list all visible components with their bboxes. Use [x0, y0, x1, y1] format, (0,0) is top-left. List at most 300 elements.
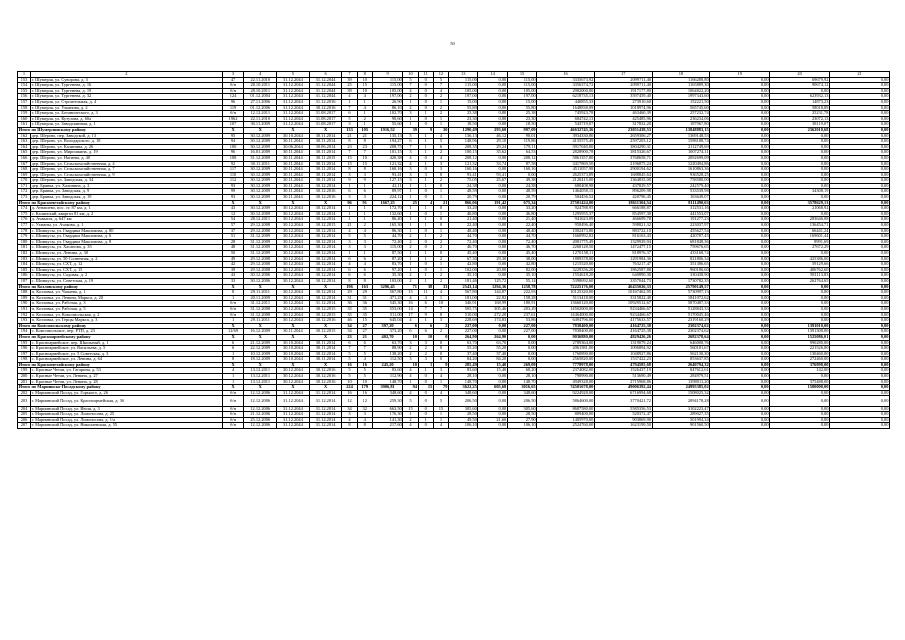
table-cell: 30.12.2009 [244, 195, 277, 201]
table-cell: 1525086,01 [770, 334, 830, 340]
table-cell: 0,00 [830, 396, 890, 406]
table-cell: 30.12.2044 [277, 217, 310, 223]
table-cell: 203,29 [507, 306, 536, 312]
table-cell: 31.12.2044 [277, 116, 310, 122]
table-cell: 330438,90 [652, 273, 710, 279]
table-cell: 0,00 [478, 323, 507, 329]
table-cell: 1 [418, 251, 433, 257]
table-cell: 0,00 [710, 362, 770, 368]
table-cell: 15,40 [478, 362, 507, 368]
table-cell: 194 [18, 329, 31, 335]
table-cell: 0,00 [710, 357, 770, 363]
table-cell: 91 [357, 200, 372, 206]
table-cell: 200 [18, 374, 31, 380]
table-cell: 84,20 [478, 357, 507, 363]
table-cell: X [244, 385, 277, 391]
table-cell: 0,00 [770, 412, 830, 418]
table-cell: 821806,34 [652, 256, 710, 262]
column-number-cell: 18 [652, 72, 710, 78]
table-cell: 12.12.2011 [244, 111, 277, 117]
table-cell: г. Мариинский Посад, ул. Николаевская, д. 55 [31, 423, 223, 429]
table-cell: 191277,23 [652, 217, 710, 223]
table-cell: 510,00 [449, 312, 478, 318]
table-cell: 4164725,38 [594, 329, 652, 335]
table-cell: Итого по Мариинско-Посадскому району [18, 385, 223, 391]
table-cell: 3 [403, 340, 418, 346]
table-cell: б/н [222, 83, 244, 89]
table-cell: 1165889,30 [652, 83, 710, 89]
table-cell: 16.12.2009 [244, 329, 277, 335]
table-cell: 3 [403, 357, 418, 363]
table-cell: 34 [342, 329, 357, 335]
table-cell: 1 [403, 223, 418, 229]
table-cell: 1526437,19 [594, 368, 652, 374]
table-cell: 1405970,00 [537, 417, 595, 423]
table-cell: 0,00 [710, 334, 770, 340]
table-cell: 5917040,00 [537, 144, 595, 150]
table-cell: 30.12.2016 [309, 189, 342, 195]
table-cell: 2 [433, 234, 448, 240]
table-cell: 0 [418, 195, 433, 201]
table-cell: 0,00 [770, 133, 830, 139]
table-cell: 4 [342, 228, 357, 234]
table-cell: 505,75 [449, 306, 478, 312]
table-cell: 0 [418, 99, 433, 105]
table-cell: 27 [357, 329, 372, 335]
table-cell: 4164725,38 [594, 323, 652, 329]
table-cell: 816163,43 [594, 234, 652, 240]
table-cell: с. Красноармейское, пер. Школьный, д. 1 [31, 340, 223, 346]
table-cell: Итого по Красночетайскому району [18, 200, 223, 206]
table-cell: 148,96 [449, 139, 478, 145]
table-cell: 72,40 [449, 239, 478, 245]
table-cell: с. Красные Четаи, ул. Ленина, д. 27 [31, 374, 223, 380]
table-cell: с. Красные Четаи, ул. Гагарина, д. 53 [31, 368, 223, 374]
table-cell: 0,00 [710, 379, 770, 385]
table-cell: 312531,16 [652, 206, 710, 212]
table-cell: 31.12.2044 [277, 412, 310, 418]
table-cell: 31.12.2044 [277, 417, 310, 423]
table-cell: 0,00 [710, 172, 770, 178]
table-cell: 121,32 [449, 161, 478, 167]
table-cell: 79 [433, 385, 448, 391]
table-cell: 1 [403, 379, 418, 385]
table-cell: 853637,85 [652, 357, 710, 363]
table-cell: 8 [222, 290, 244, 296]
table-cell: 30.12.2044 [277, 306, 310, 312]
table-cell: 75,05 [449, 178, 478, 184]
table-cell: 43 [222, 273, 244, 279]
table-cell: 135,13 [372, 133, 402, 139]
table-cell: 0,00 [710, 301, 770, 307]
table-cell: 49,38 [507, 178, 536, 184]
table-cell: 102,00 [449, 267, 478, 273]
table-cell: 245,20 [372, 362, 402, 368]
table-cell: X [309, 284, 342, 290]
table-cell: 1730782,35 [652, 278, 710, 284]
table-cell: 48,40 [449, 228, 478, 234]
table-cell: 0 [433, 217, 448, 223]
table-cell: 0,00 [478, 99, 507, 105]
table-cell: 1 [357, 111, 372, 117]
table-cell: 0,00 [478, 217, 507, 223]
table-cell: 2900194,62 [594, 167, 652, 173]
table-cell: X [309, 323, 342, 329]
table-cell: 2196875,24 [594, 161, 652, 167]
table-cell: 83,60 [449, 368, 478, 374]
table-cell: 30.11.2014 [309, 150, 342, 156]
table-cell: 30.12.2044 [277, 256, 310, 262]
table-cell: 154 [18, 83, 31, 89]
table-cell: Итого по Комсомольскому району [18, 323, 223, 329]
table-cell: 6 [418, 323, 433, 329]
table-cell: 115,00 [507, 77, 536, 83]
table-cell: дер. Шерово, ул. Сельскохозяйственная, д. 7 [31, 167, 223, 173]
table-cell: 3 [357, 195, 372, 201]
table-cell: 3 [433, 167, 448, 173]
table-cell: 2597203,12 [594, 139, 652, 145]
table-cell: 0,00 [478, 111, 507, 117]
table-cell: 36 [357, 301, 372, 307]
table-cell: 1 [403, 122, 418, 128]
table-cell: п. Козловка, ул. Рабочая, д. 5 [31, 306, 223, 312]
table-cell: 30.12.2044 [277, 245, 310, 251]
table-cell: 100 [222, 144, 244, 150]
table-cell: 1064822,20 [652, 88, 710, 94]
table-cell: 553,00 [372, 306, 402, 312]
table-cell: 180 [18, 239, 31, 245]
document-table-container [17, 71, 890, 429]
table-cell: 201 [18, 379, 31, 385]
table-cell: 0,00 [710, 122, 770, 128]
table-cell: X [309, 362, 342, 368]
table-cell: 72225176,00 [537, 284, 595, 290]
table-cell: 0,00 [710, 77, 770, 83]
table-cell: 0,00 [830, 167, 890, 173]
table-cell: 83,60 [372, 368, 402, 374]
table-cell: 0,00 [770, 172, 830, 178]
table-cell: 0 [418, 390, 433, 396]
table-cell: 1364835,00 [594, 178, 652, 184]
table-cell: 406762,60 [770, 267, 830, 273]
table-cell: 1 [222, 318, 244, 324]
table-cell: 30.06.2044 [277, 144, 310, 150]
table-cell: 55,14 [507, 278, 536, 284]
table-cell: 2 [418, 351, 433, 357]
table-cell: 30.12.2044 [277, 228, 310, 234]
table-cell: 25,67 [478, 178, 507, 184]
table-cell: 31.12.2044 [277, 111, 310, 117]
table-cell: 0,00 [830, 357, 890, 363]
table-cell: 29 [342, 290, 357, 296]
table-cell: 25.12.2006 [244, 417, 277, 423]
table-cell: 100,15 [449, 150, 478, 156]
table-cell: 31.12.2044 [277, 77, 310, 83]
table-cell: X [222, 334, 244, 340]
table-cell: 0,00 [710, 155, 770, 161]
table-cell: дер. Шерово, ул. Мирошкина, д. 19 [31, 150, 223, 156]
table-cell: 3 [433, 368, 448, 374]
table-cell: 119,86 [507, 139, 536, 145]
table-cell: 30.12.2016 [309, 368, 342, 374]
table-cell: 1 [433, 379, 448, 385]
table-cell: 0,00 [710, 223, 770, 229]
table-cell: 01.12.2006 [244, 105, 277, 111]
table-cell: 818976,37 [594, 251, 652, 257]
table-cell: 30.11.2014 [309, 357, 342, 363]
table-cell: 112,50 [372, 357, 402, 363]
table-cell: 23051438,53 [594, 127, 652, 133]
table-cell: 0,00 [478, 234, 507, 240]
table-cell: 1537422,23 [594, 357, 652, 363]
table-cell: 0,00 [830, 122, 890, 128]
table-cell: 0,00 [710, 278, 770, 284]
table-cell: 3804290,31 [594, 144, 652, 150]
table-cell: 152221,50 [652, 99, 710, 105]
table-cell: 0,00 [830, 417, 890, 423]
table-cell: с. Шимкусы, ул. 50 Солнечная, д. 2 [31, 256, 223, 262]
table-cell: 0,00 [710, 167, 770, 173]
table-cell: 272,20 [478, 312, 507, 318]
table-cell: 2 [403, 273, 418, 279]
table-cell: 269,09 [507, 362, 536, 368]
table-cell: 15 [342, 161, 357, 167]
table-cell: 30.12.2014 [309, 217, 342, 223]
table-cell: 3 [357, 172, 372, 178]
table-cell: 0,00 [478, 390, 507, 396]
table-cell: 0,00 [478, 228, 507, 234]
table-cell: 30.12.2006 [244, 278, 277, 284]
table-cell: 0 [418, 239, 433, 245]
table-cell: с. Шимкусы, ул. Гвардика Максимова, д. 8 [31, 239, 223, 245]
table-cell: 31.12.2009 [244, 155, 277, 161]
table-cell: б/н [222, 412, 244, 418]
table-cell: 102,70 [372, 111, 402, 117]
table-cell: 0,00 [830, 423, 890, 429]
table-cell: 35 [357, 312, 372, 318]
table-cell: 425386,00 [770, 256, 830, 262]
table-cell: 420,38 [372, 155, 402, 161]
table-cell: X [277, 362, 310, 368]
table-cell: 0,00 [770, 155, 830, 161]
table-cell: 3578629,13 [770, 200, 830, 206]
table-cell: 8 [357, 139, 372, 145]
table-cell: 74501678,00 [537, 385, 595, 391]
table-cell: 1 [342, 217, 357, 223]
table-cell: 37,40 [478, 351, 507, 357]
table-cell: 936528,25 [652, 172, 710, 178]
table-cell: 1291984,36 [594, 256, 652, 262]
table-cell: 20,79 [449, 195, 478, 201]
table-cell: 1 [357, 217, 372, 223]
table-cell: 27501424,00 [537, 200, 595, 206]
table-cell: 9234466,67 [594, 312, 652, 318]
table-cell: 9 [433, 362, 448, 368]
table-cell: 35,62 [478, 150, 507, 156]
table-cell: 48 [222, 245, 244, 251]
table-cell: 127,15 [372, 178, 402, 184]
table-cell: 156 [18, 94, 31, 100]
table-cell: 30.12.2014 [309, 234, 342, 240]
table-cell: 86,30 [372, 228, 402, 234]
table-cell: 0,00 [507, 172, 536, 178]
table-cell: 39 [342, 77, 357, 83]
table-cell: 0,00 [710, 88, 770, 94]
table-cell: 66441,24 [770, 228, 830, 234]
table-cell: 185 [18, 267, 31, 273]
table-cell: 1 [418, 318, 433, 324]
table-cell: 0,00 [478, 412, 507, 418]
table-cell: 38,00 [507, 256, 536, 262]
table-cell: 5128843,33 [652, 306, 710, 312]
table-cell: 4 [433, 155, 448, 161]
table-cell: 4 [342, 417, 357, 423]
table-cell: 8 [222, 357, 244, 363]
table-cell: 30.10.2044 [277, 340, 310, 346]
table-cell: 24995385,02 [652, 385, 710, 391]
table-cell: 14873,23 [770, 99, 830, 105]
table-cell: 0,00 [830, 385, 890, 391]
table-cell: 0,00 [770, 312, 830, 318]
table-cell: 227,00 [507, 329, 536, 335]
table-cell: 105 [357, 127, 372, 133]
table-cell: 7838400,00 [537, 329, 595, 335]
table-cell: 31.12.2044 [277, 94, 310, 100]
table-cell: 115,00 [372, 77, 402, 83]
table-cell: 15 [357, 318, 372, 324]
table-cell: 0,00 [710, 318, 770, 324]
table-cell: 115,00 [372, 83, 402, 89]
table-cell: 0,00 [830, 211, 890, 217]
table-cell: 45,40 [507, 251, 536, 257]
table-cell: 183 [18, 256, 31, 262]
table-cell: с. Красные Четаи, ул. Ленина, д. 28 [31, 379, 223, 385]
table-cell: 18.12.2009 [244, 357, 277, 363]
table-cell: 1623199,50 [594, 423, 652, 429]
table-cell: 174,83 [478, 318, 507, 324]
table-cell: 584456,52 [537, 195, 595, 201]
table-cell: 15 [342, 155, 357, 161]
table-cell: 105,00 [372, 88, 402, 94]
table-cell: 10 [403, 362, 418, 368]
table-cell: 2 [403, 105, 418, 111]
table-cell: 160,16 [507, 167, 536, 173]
table-cell: 196 [18, 346, 31, 352]
table-cell: 6494796,00 [537, 318, 595, 324]
table-cell: 1 [403, 267, 418, 273]
table-cell: 2112749,69 [652, 144, 710, 150]
table-cell: с. Красноармейское, ул. 5 Советская, д. 3 [31, 351, 223, 357]
table-cell: 317832,20 [594, 122, 652, 128]
table-cell: 16.01.2009 [244, 150, 277, 156]
table-cell: 21,40 [507, 217, 536, 223]
table-cell: 0,00 [478, 88, 507, 94]
table-cell: 0,00 [830, 256, 890, 262]
table-cell: 0,00 [770, 161, 830, 167]
table-cell: 0,00 [830, 83, 890, 89]
table-cell: 124 [222, 94, 244, 100]
table-cell: 163 [357, 284, 372, 290]
table-cell: 16 [342, 390, 357, 396]
table-cell: 0,00 [710, 133, 770, 139]
table-cell: 141,30 [372, 417, 402, 423]
table-cell: 1048927,86 [594, 351, 652, 357]
table-cell: 10 [418, 334, 433, 340]
table-cell: 0,00 [710, 195, 770, 201]
table-cell: 2 [403, 234, 418, 240]
table-cell: 1 [222, 351, 244, 357]
table-cell: 6 [222, 340, 244, 346]
table-cell: 181,46 [449, 278, 478, 284]
table-cell: 2 [433, 111, 448, 117]
table-cell: 132,60 [372, 211, 402, 217]
table-cell: 2 [357, 116, 372, 122]
table-cell: 1 [357, 99, 372, 105]
table-cell: 0,00 [710, 390, 770, 396]
table-cell: 94 [222, 139, 244, 145]
table-cell: 29,30 [478, 256, 507, 262]
table-cell: 0 [418, 379, 433, 385]
table-cell: 1 [357, 211, 372, 217]
table-cell: 0,00 [830, 318, 890, 324]
table-cell: 236234,06 [652, 116, 710, 122]
table-cell: X [277, 127, 310, 133]
table-cell: 30.12.2009 [244, 139, 277, 145]
table-cell: 46,12 [478, 133, 507, 139]
table-cell: 1 [433, 262, 448, 268]
table-cell: 31.12.2009 [244, 234, 277, 240]
table-cell: 182 [18, 251, 31, 257]
table-cell: 82,00 [507, 267, 536, 273]
table-cell: 44,70 [449, 234, 478, 240]
table-cell: 90,60 [372, 116, 402, 122]
table-cell: 125,72 [478, 278, 507, 284]
table-cell: 12.12.2006 [244, 406, 277, 412]
table-cell: 680408,98 [537, 183, 595, 189]
table-cell: 1 [357, 251, 372, 257]
table-cell: 0,00 [770, 423, 830, 429]
table-cell: 6 [357, 273, 372, 279]
table-cell: 20,00 [478, 267, 507, 273]
table-cell: 01.12.2004 [244, 94, 277, 100]
table-cell: 520372,47 [594, 412, 652, 418]
table-cell: 3 [433, 161, 448, 167]
table-cell: 22,40 [449, 223, 478, 229]
table-cell: 8991,69 [770, 239, 830, 245]
table-cell: 30.11.2014 [309, 172, 342, 178]
table-cell: с. Ухманы, ул. Ачакова, д. 1 [31, 223, 223, 229]
table-cell: 0,00 [830, 346, 890, 352]
table-cell: 0 [418, 412, 433, 418]
table-cell: 224 [342, 385, 357, 391]
column-number-cell: 6 [309, 72, 342, 78]
table-cell: 55,20 [449, 346, 478, 352]
table-cell: 117 [222, 167, 244, 173]
table-cell: 0 [433, 357, 448, 363]
table-cell: Итого по Красноармейскому району [18, 334, 223, 340]
table-cell: 903869,90 [594, 417, 652, 423]
table-cell: 142,00 [770, 368, 830, 374]
table-cell: 1319079,24 [594, 340, 652, 346]
table-cell: 0 [433, 183, 448, 189]
table-cell: 0,00 [478, 206, 507, 212]
table-cell: 0,00 [478, 379, 507, 385]
table-cell: 162 [18, 133, 31, 139]
table-cell: 6 [342, 267, 357, 273]
table-cell: 0 [418, 77, 433, 83]
table-cell: 25231,78 [770, 111, 830, 117]
table-cell: 20.11.2009 [244, 295, 277, 301]
